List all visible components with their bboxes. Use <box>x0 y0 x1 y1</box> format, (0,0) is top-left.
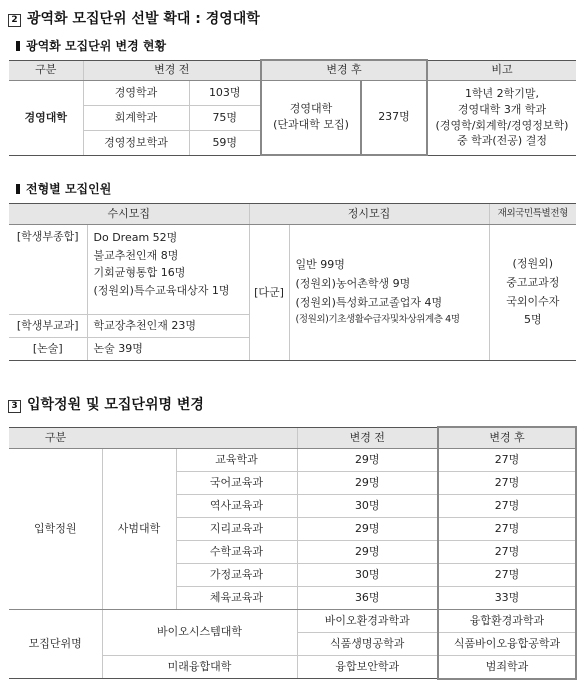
after-count-cell: 237명 <box>361 80 427 155</box>
after-unit-cell <box>261 80 361 155</box>
jeongsi-items-cell <box>289 225 489 361</box>
after-cell: 범죄학과 <box>438 655 576 679</box>
header-jeongsi: 정시모집 <box>249 204 489 225</box>
square-bullet-icon <box>16 41 20 51</box>
before-cell: 29명 <box>297 471 438 494</box>
dept-cell: 교육학과 <box>176 448 297 471</box>
header-after: 변경 후 <box>438 427 576 448</box>
section-2-title <box>8 8 260 28</box>
header-overseas: 재외국민특별전형 <box>489 204 576 225</box>
before-cell: 30명 <box>297 563 438 586</box>
subsection-title-text: 전형별 모집인원 <box>26 182 112 196</box>
before-cell: 29명 <box>297 448 438 471</box>
header-note: 비고 <box>427 60 576 80</box>
overseas-line: 5명 <box>523 313 542 327</box>
susi-label: [학생부교과] <box>9 315 87 338</box>
before-cell: 29명 <box>297 517 438 540</box>
header-after: 변경 후 <box>261 60 427 80</box>
note-line: 1학년 2학기말, <box>464 86 540 100</box>
jeongsi-item: 일반 99명 <box>295 258 345 272</box>
before-cell: 바이오환경과학과 <box>297 609 438 632</box>
section-number-box: 3 <box>8 400 21 413</box>
college-cell: 경영대학 <box>9 80 83 155</box>
after-cell: 33명 <box>438 586 576 609</box>
subsection-title-text: 광역화 모집단위 변경 현황 <box>26 39 167 53</box>
dept-cell: 국어교육과 <box>176 471 297 494</box>
jeongsi-item: (정원외)농어촌학생 9명 <box>295 277 411 291</box>
susi-item: 학교장추천인재 23명 <box>87 315 249 338</box>
before-cell: 30명 <box>297 494 438 517</box>
before-count: 75명 <box>189 105 261 130</box>
susi-item: (정원외)특수교육대상자 1명 <box>93 283 230 297</box>
after-unit-line1: 경영대학 <box>289 102 333 116</box>
dept-cell: 가정교육과 <box>176 563 297 586</box>
susi-item: Do Dream 52명 <box>93 231 178 244</box>
after-cell: 27명 <box>438 448 576 471</box>
before-cell: 융합보안학과 <box>297 655 438 679</box>
name-college: 미래융합대학 <box>102 655 297 679</box>
note-line: 중 학과(전공) 결정 <box>457 134 547 148</box>
after-cell: 식품바이오융합공학과 <box>438 632 576 655</box>
susi-items-cell <box>87 225 249 315</box>
header-before: 변경 전 <box>297 427 438 448</box>
after-cell: 27명 <box>438 563 576 586</box>
section-3-title <box>8 394 204 414</box>
after-unit-line2: (단과대학 모집) <box>273 118 349 132</box>
name-label: 모집단위명 <box>9 609 102 679</box>
square-bullet-icon <box>16 184 20 194</box>
after-cell: 27명 <box>438 471 576 494</box>
before-count: 59명 <box>189 130 261 155</box>
after-cell: 27명 <box>438 540 576 563</box>
note-cell <box>427 80 576 155</box>
before-cell: 36명 <box>297 586 438 609</box>
susi-item: 논술 39명 <box>87 338 249 361</box>
susi-item: 기회균형통합 16명 <box>93 266 186 280</box>
overseas-cell <box>489 225 576 361</box>
section-3-title-text: 입학정원 및 모집단위명 변경 <box>27 397 204 413</box>
units-change-table <box>9 59 576 156</box>
note-line: (경영학/회계학/경영정보학) <box>435 118 569 132</box>
section-2-title-text: 광역화 모집단위 선발 확대 : 경영대학 <box>27 11 260 27</box>
susi-label: [학생부종합] <box>9 225 87 315</box>
overseas-line: (정원외) <box>512 257 554 271</box>
before-dept: 경영학과 <box>83 80 189 105</box>
header-category: 구분 <box>9 427 102 448</box>
overseas-line: 중고교과정 <box>506 275 560 289</box>
before-count: 103명 <box>189 80 261 105</box>
section-number-box: 2 <box>8 14 21 27</box>
after-cell: 융합환경과학과 <box>438 609 576 632</box>
before-cell: 식품생명공학과 <box>297 632 438 655</box>
jeongsi-item: (정원외)기초생활수급자및차상위계층 4명 <box>295 314 460 326</box>
header-blank <box>102 427 176 448</box>
admission-table <box>9 203 576 361</box>
name-college: 바이오시스템대학 <box>102 609 297 655</box>
quota-label: 입학정원 <box>9 448 102 609</box>
header-susi: 수시모집 <box>9 204 249 225</box>
quota-change-table <box>9 426 577 680</box>
subsection-title-units <box>16 37 166 54</box>
note-line: 경영대학 3개 학과 <box>457 102 547 116</box>
dept-cell: 역사교육과 <box>176 494 297 517</box>
before-dept: 회계학과 <box>83 105 189 130</box>
header-category: 구분 <box>9 60 83 80</box>
susi-label: [논술] <box>9 338 87 361</box>
susi-item: 불교추천인재 8명 <box>93 248 179 262</box>
after-cell: 27명 <box>438 494 576 517</box>
dept-cell: 지리교육과 <box>176 517 297 540</box>
quota-college: 사범대학 <box>102 448 176 609</box>
dept-cell: 체육교육과 <box>176 586 297 609</box>
jeongsi-label: [다군] <box>249 225 289 361</box>
jeongsi-item: (정원외)특성화고교졸업자 4명 <box>295 295 443 309</box>
header-before: 변경 전 <box>83 60 261 80</box>
after-cell: 27명 <box>438 517 576 540</box>
before-dept: 경영정보학과 <box>83 130 189 155</box>
subsection-title-admission <box>16 180 111 197</box>
dept-cell: 수학교육과 <box>176 540 297 563</box>
header-blank <box>176 427 297 448</box>
before-cell: 29명 <box>297 540 438 563</box>
overseas-line: 국외이수자 <box>506 294 560 308</box>
